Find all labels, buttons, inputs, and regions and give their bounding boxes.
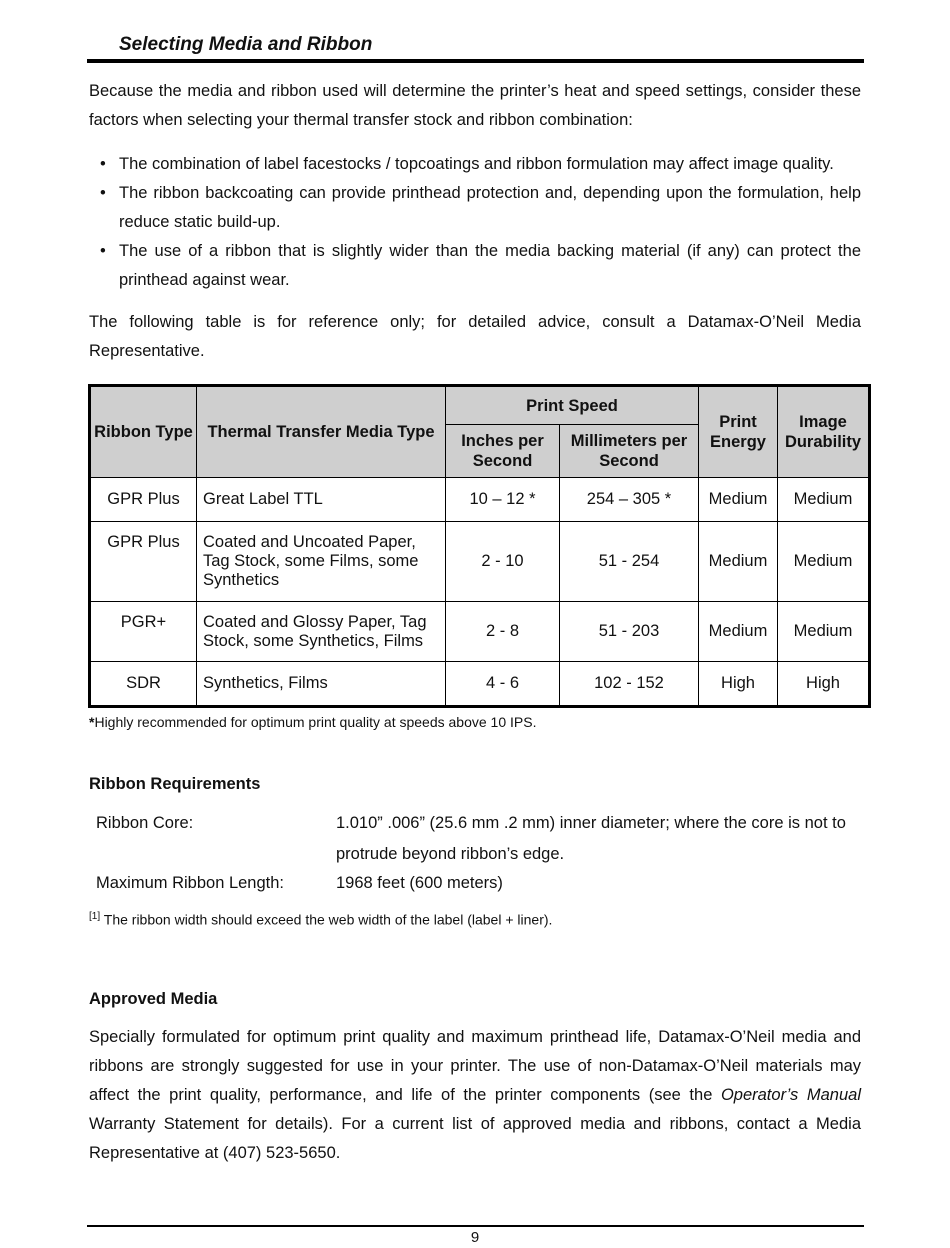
header-media-type: Thermal Transfer Media Type xyxy=(197,386,446,478)
bullet-icon: • xyxy=(100,155,106,173)
header-ribbon-type: Ribbon Type xyxy=(90,386,197,478)
page-number: 9 xyxy=(470,1229,480,1246)
header-print-energy: Print Energy xyxy=(699,386,778,478)
bullet-icon: • xyxy=(100,242,106,260)
bullet-icon: • xyxy=(100,184,106,202)
list-item: • The combination of label facestocks / topcoatings and ribbon formulation may affect image quality. xyxy=(100,150,861,179)
table-row: SDR Synthetics, Films 4 - 6 102 - 152 High High xyxy=(90,662,870,707)
header-rule xyxy=(87,59,864,63)
table-row: GPR Plus Great Label TTL 10 – 12 * 254 – 305 * Medium Medium xyxy=(90,478,870,522)
header-inches-per-second: Inches per Second xyxy=(446,425,560,478)
ribbon-width-note: [1] The ribbon width should exceed the web width of the label (label + liner). xyxy=(89,911,553,928)
intro-paragraph: Because the media and ribbon used will determine the printer’s heat and speed settings, consider these factors when selecting your thermal transfer stock and ribbon combination: xyxy=(89,82,861,129)
footer-rule xyxy=(87,1225,864,1227)
max-ribbon-length-value: 1968 feet (600 meters) xyxy=(336,874,503,892)
section-title: Selecting Media and Ribbon xyxy=(119,34,373,55)
header-mm-per-second: Millimeters per Second xyxy=(560,425,699,478)
list-item: • The ribbon backcoating can provide printhead protection and, depending upon the formulation, help reduce static build-up. xyxy=(100,179,861,237)
table-row: PGR+ Coated and Glossy Paper, Tag Stock, some Synthetics, Films 2 - 8 51 - 203 Medium Medium xyxy=(90,602,870,662)
approved-media-heading: Approved Media xyxy=(89,990,218,1008)
ribbon-core-value: 1.010” .006” (25.6 mm .2 mm) inner diameter; where the core is not to protrude beyond ribbon’s edge. xyxy=(336,814,846,863)
list-item: • The use of a ribbon that is slightly wider than the media backing material (if any) can protect the printhead against wear. xyxy=(100,237,861,295)
header-image-durability: Image Durability xyxy=(778,386,870,478)
table-intro-paragraph: The following table is for reference only; for detailed advice, consult a Datamax-O’Neil Media Representative. xyxy=(89,313,861,360)
table-footnote: *Highly recommended for optimum print quality at speeds above 10 IPS. xyxy=(89,714,537,730)
factor-list xyxy=(100,150,861,295)
ribbon-core-label: Ribbon Core: xyxy=(96,814,194,832)
ribbon-requirements-heading: Ribbon Requirements xyxy=(89,775,261,793)
header-print-speed: Print Speed xyxy=(446,386,699,425)
media-ribbon-table xyxy=(88,384,871,708)
approved-media-paragraph: Specially formulated for optimum print quality and maximum printhead life, Datamax-O’Neil media and ribbons are strongly suggested for use in your printer. The use of non-Datamax-O’Neil materials may affect the print quality, performance, and life of the printer components (see the Operator’s Manual Warranty Statement for details). For a current list of approved media and ribbons, contact a Media Representative at (407) 523-5650. xyxy=(89,1028,861,1162)
max-ribbon-length-label: Maximum Ribbon Length: xyxy=(96,874,285,892)
table-row: GPR Plus Coated and Uncoated Paper, Tag Stock, some Films, some Synthetics 2 - 10 51 - 254 Medium Medium xyxy=(90,522,870,602)
